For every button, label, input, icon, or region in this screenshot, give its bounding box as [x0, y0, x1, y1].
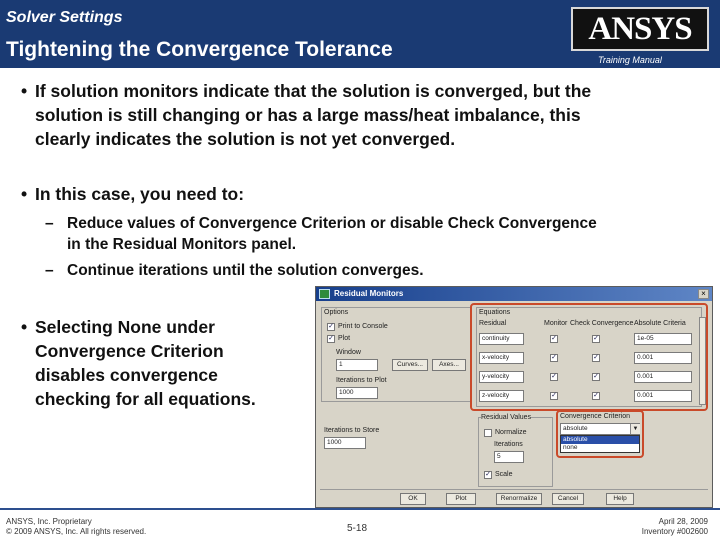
equations-label: Equations	[479, 309, 511, 316]
dash-marker: –	[45, 215, 54, 232]
col-absolute-criteria: Absolute Criteria	[634, 320, 686, 327]
plot-label: Plot	[338, 335, 351, 342]
subbullet-1	[45, 213, 707, 255]
print-to-console-checkbox[interactable]: ✓	[328, 323, 334, 330]
check-convergence-checkbox-x-velocity[interactable]: ✓	[593, 354, 599, 361]
scale-checkbox[interactable]: ✓	[485, 471, 491, 478]
bullet-marker: •	[21, 81, 28, 101]
iterations-to-store-field[interactable]: 1000	[324, 437, 366, 449]
monitor-checkbox-z-velocity[interactable]: ✓	[551, 392, 557, 399]
bullet-3-line-1: Selecting None under	[35, 317, 215, 337]
subbullet-2-line-1: Continue iterations until the solution converges.	[67, 262, 424, 279]
bullet-1-line-3: clearly indicates the solution is not yet converged.	[35, 129, 456, 149]
equation-name-z-velocity: z-velocity	[479, 390, 524, 402]
ok-button[interactable]: OK	[400, 493, 426, 505]
bullet-3-line-2: Convergence Criterion	[35, 341, 224, 361]
bullet-2-text: In this case, you need to:	[35, 184, 245, 204]
print-to-console-label: Print to Console	[338, 323, 388, 330]
iterations-to-plot-field[interactable]: 1000	[336, 387, 378, 399]
chevron-down-icon[interactable]: ▼	[630, 424, 640, 434]
equation-name-continuity: continuity	[479, 333, 524, 345]
bullet-3-line-3: disables convergence	[35, 365, 218, 385]
axes-button[interactable]: Axes...	[432, 359, 466, 371]
footer-divider	[0, 508, 720, 510]
bullet-1	[21, 79, 715, 151]
curves-button[interactable]: Curves...	[392, 359, 428, 371]
iterations-to-plot-label: Iterations to Plot	[336, 377, 387, 384]
footer-inventory: Inventory #002600	[641, 527, 708, 536]
subbullet-1-line-1: Reduce values of Convergence Criterion or disable Check Convergence	[67, 215, 597, 232]
monitor-checkbox-x-velocity[interactable]: ✓	[551, 354, 557, 361]
convergence-criterion-label: Convergence Criterion	[560, 413, 631, 420]
equations-highlight	[470, 303, 708, 411]
dash-marker: –	[45, 262, 54, 279]
residual-monitors-dialog	[315, 286, 713, 508]
window-field[interactable]: 1	[336, 359, 378, 371]
close-icon[interactable]: ×	[698, 289, 709, 299]
renormalize-button[interactable]: Renormalize	[496, 493, 542, 505]
iterations-field[interactable]: 5	[494, 451, 524, 463]
equation-name-y-velocity: y-velocity	[479, 371, 524, 383]
bullet-1-line-2: solution is still changing or has a large mass/heat imbalance, this	[35, 105, 581, 125]
section-title: Solver Settings	[6, 9, 123, 26]
scale-label: Scale	[495, 471, 513, 478]
cancel-button[interactable]: Cancel	[552, 493, 584, 505]
subbullet-2	[45, 260, 707, 281]
convergence-criterion-select[interactable]: absolute	[560, 423, 640, 435]
normalize-checkbox[interactable]	[484, 429, 492, 437]
dialog-titlebar[interactable]	[316, 287, 712, 301]
col-residual: Residual	[479, 320, 507, 327]
check-convergence-checkbox-y-velocity[interactable]: ✓	[593, 373, 599, 380]
footer-copyright	[6, 517, 146, 537]
bullet-2	[21, 182, 695, 206]
check-convergence-checkbox-continuity[interactable]: ✓	[593, 335, 599, 342]
convergence-criterion-highlight	[556, 410, 644, 458]
residual-values-label: Residual Values	[481, 414, 532, 421]
iterations-to-store-label: Iterations to Store	[324, 427, 380, 434]
plot-button[interactable]: Plot	[446, 493, 476, 505]
button-separator	[320, 489, 708, 490]
training-manual-label: Training Manual	[598, 55, 662, 65]
window-label: Window	[336, 349, 361, 356]
col-monitor: Monitor	[544, 320, 568, 327]
footer-copyright-line-1: ANSYS, Inc. Proprietary	[6, 517, 92, 526]
criteria-field-y-velocity[interactable]: 0.001	[634, 371, 692, 383]
bullet-3-line-4: checking for all equations.	[35, 389, 256, 409]
footer-date-block	[642, 517, 708, 537]
equation-name-x-velocity: x-velocity	[479, 352, 524, 364]
slide-title: Tightening the Convergence Tolerance	[6, 38, 393, 61]
iterations-label: Iterations	[494, 441, 523, 448]
footer-copyright-line-2: © 2009 ANSYS, Inc. All rights reserved.	[6, 527, 147, 536]
bullet-marker: •	[21, 317, 28, 337]
criteria-field-continuity[interactable]: 1e-05	[634, 333, 692, 345]
check-convergence-checkbox-z-velocity[interactable]: ✓	[593, 392, 599, 399]
footer-date: April 28, 2009	[658, 517, 708, 526]
bullet-marker: •	[21, 184, 28, 204]
criteria-field-z-velocity[interactable]: 0.001	[634, 390, 692, 402]
options-label: Options	[324, 309, 349, 316]
subbullet-1-line-2: in the Residual Monitors panel.	[67, 236, 297, 253]
criterion-option-none[interactable]: none	[563, 444, 578, 451]
normalize-label: Normalize	[495, 429, 527, 436]
plot-checkbox[interactable]: ✓	[328, 335, 334, 342]
page-number: 5-18	[347, 523, 368, 534]
bullet-1-line-1: If solution monitors indicate that the solution is converged, but the	[35, 81, 592, 101]
col-check-convergence: Check Convergence	[570, 320, 634, 327]
fluent-app-icon	[319, 289, 330, 299]
dialog-title: Residual Monitors	[334, 289, 404, 298]
bullet-3	[21, 315, 305, 411]
ansys-logo: ANSYS	[571, 7, 709, 51]
criteria-field-x-velocity[interactable]: 0.001	[634, 352, 692, 364]
criterion-option-absolute[interactable]: absolute	[561, 436, 639, 444]
help-button[interactable]: Help	[606, 493, 634, 505]
monitor-checkbox-y-velocity[interactable]: ✓	[551, 373, 557, 380]
monitor-checkbox-continuity[interactable]: ✓	[551, 335, 557, 342]
